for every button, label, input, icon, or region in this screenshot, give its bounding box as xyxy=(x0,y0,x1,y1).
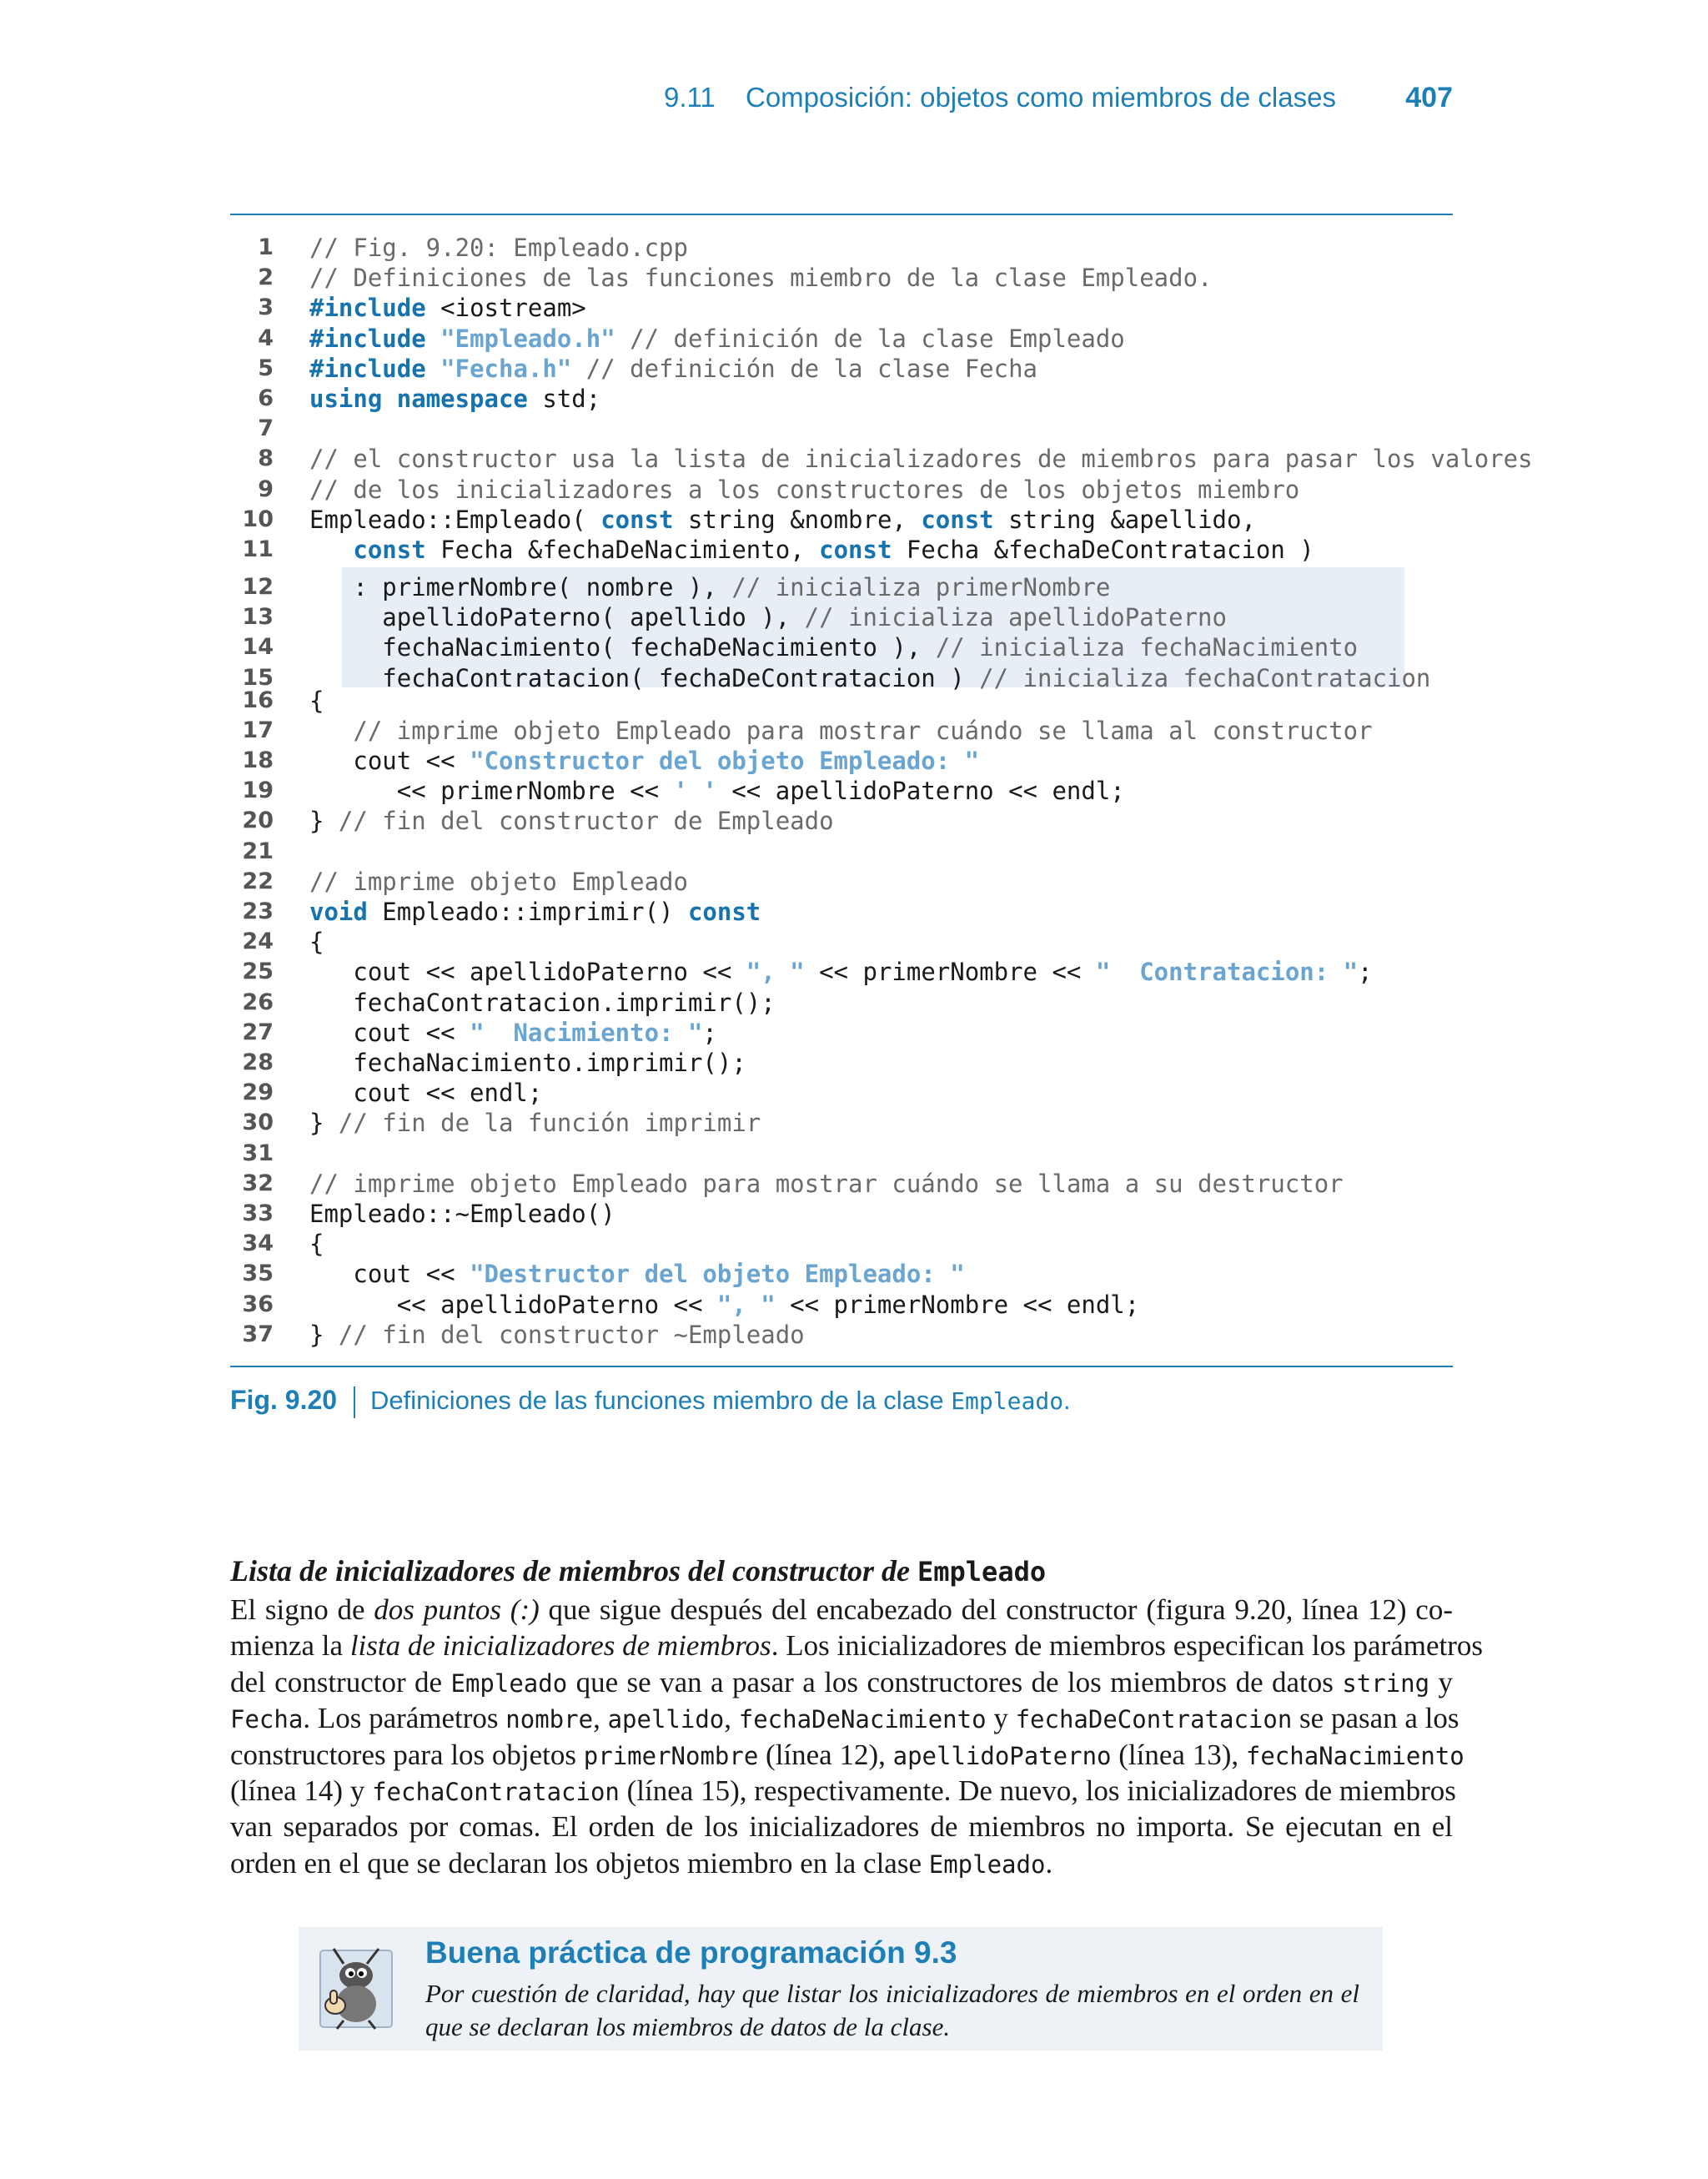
good-practice-tip xyxy=(299,1927,1383,2051)
code-text xyxy=(309,716,1373,746)
code-token: " Contratacion: " xyxy=(1095,958,1359,987)
text-run: se pasan a los xyxy=(1292,1702,1459,1735)
text-run: . Los inicializadores de miembros especifican los parámetros xyxy=(771,1629,1484,1663)
code-token: using namespace xyxy=(309,385,528,413)
text-run: mienza la xyxy=(230,1629,350,1663)
code-text xyxy=(309,1229,324,1259)
code-line xyxy=(230,686,1453,716)
inline-code: fechaNacimiento xyxy=(1245,1741,1464,1770)
code-token: cout << xyxy=(309,747,470,775)
inline-code: fechaDeContratacion xyxy=(1015,1705,1293,1734)
text-run: y xyxy=(1429,1665,1453,1698)
line-number: 22 xyxy=(242,868,274,894)
code-token: // imprime objeto Empleado xyxy=(309,867,688,896)
text-run: El signo de xyxy=(230,1593,374,1626)
line-number: 34 xyxy=(242,1230,274,1257)
tip-body: Por cuestión de claridad, hay que listar los inicializadores de miembros en el orden en el que se declaran los miembros de datos de la clase. xyxy=(425,1979,1359,2041)
bug-thumbs-up-icon xyxy=(319,1944,394,2032)
paragraph-line xyxy=(230,1592,1453,1628)
inline-code: Fecha xyxy=(230,1705,304,1734)
code-token: #include xyxy=(309,324,426,353)
code-text xyxy=(309,686,324,716)
line-number: 16 xyxy=(242,687,274,713)
code-text xyxy=(309,1108,761,1138)
code-token: ; xyxy=(1358,958,1373,987)
code-line xyxy=(230,867,1453,897)
code-text xyxy=(309,1290,1139,1320)
code-text xyxy=(309,324,1125,354)
emphasis: lista de inicializadores de miembros xyxy=(349,1629,771,1663)
code-line xyxy=(230,716,1453,746)
line-number: 23 xyxy=(242,898,274,924)
line-number: 6 xyxy=(258,385,274,411)
code-token: Empleado::Empleado( xyxy=(309,505,601,534)
code-token: // imprime objeto Empleado para mostrar cuándo se llama al constructor xyxy=(309,716,1373,745)
code-line xyxy=(230,572,1453,602)
code-line xyxy=(230,535,1453,565)
code-token: const xyxy=(819,536,892,564)
code-line xyxy=(230,1320,1453,1350)
code-token xyxy=(426,325,440,353)
text-run: (línea 12), xyxy=(758,1738,893,1771)
inline-code: Empleado xyxy=(450,1668,568,1698)
caption-divider xyxy=(354,1386,355,1418)
paragraph-line xyxy=(230,1845,1453,1883)
code-token: string &apellido, xyxy=(993,505,1256,534)
code-text xyxy=(309,505,1256,535)
code-token: "Constructor del objeto Empleado: " xyxy=(470,747,980,775)
code-token: Fecha &fechaDeContratacion ) xyxy=(892,536,1314,564)
code-token: { xyxy=(309,1230,324,1259)
line-number: 7 xyxy=(258,415,274,442)
text-run: que se van a pasar a los constructores de los miembros de datos xyxy=(567,1665,1343,1698)
code-line xyxy=(230,1259,1453,1289)
paragraph-line xyxy=(230,1700,1459,1738)
text-run: (línea 13), xyxy=(1111,1738,1246,1771)
code-text xyxy=(309,927,324,957)
listing-bottom-rule xyxy=(230,1366,1453,1367)
line-number: 32 xyxy=(242,1170,274,1196)
code-text xyxy=(309,444,1533,474)
code-token: fechaContratacion.imprimir(); xyxy=(309,988,776,1017)
line-number: 36 xyxy=(242,1291,274,1317)
code-line xyxy=(230,1048,1453,1078)
code-token: << apellidoPaterno << xyxy=(309,1290,717,1319)
code-line xyxy=(230,1108,1453,1138)
paragraph-line xyxy=(230,1664,1453,1702)
code-token: // fin de la función imprimir xyxy=(338,1109,761,1138)
code-token: string &nombre, xyxy=(673,505,922,534)
code-token: << primerNombre << endl; xyxy=(775,1290,1140,1319)
code-token: << apellidoPaterno << endl; xyxy=(716,777,1125,806)
code-token: " Nacimiento: " xyxy=(470,1018,703,1047)
code-token: // Definiciones de las funciones miembro de la clase Empleado. xyxy=(309,264,1213,293)
code-text xyxy=(309,957,1373,987)
heading-code: Empleado xyxy=(917,1556,1047,1588)
code-token: #include xyxy=(309,354,426,383)
emphasis: dos puntos (:) xyxy=(374,1593,540,1626)
inline-code: fechaDeNacimiento xyxy=(738,1705,987,1734)
code-text xyxy=(309,354,1037,384)
text-run: . Los parámetros xyxy=(303,1702,506,1735)
code-text xyxy=(309,1078,542,1108)
paragraph-line xyxy=(230,1628,1484,1663)
code-text xyxy=(309,988,776,1018)
text-run: , xyxy=(593,1702,608,1735)
listing-top-rule xyxy=(230,214,1453,215)
code-token: Empleado::imprimir() xyxy=(367,898,688,926)
section-title: Composición: objetos como miembros de clases xyxy=(746,82,1336,113)
line-number: 12 xyxy=(242,574,274,600)
code-token: cout << xyxy=(309,1018,470,1047)
line-number: 25 xyxy=(242,959,274,985)
code-text xyxy=(309,776,1125,806)
line-number: 33 xyxy=(242,1200,274,1226)
code-token: fechaContratacion( fechaDeContratacion ) xyxy=(309,663,980,692)
code-text xyxy=(309,1018,717,1048)
section-heading xyxy=(230,1553,1046,1588)
code-token: // inicializa apellidoPaterno xyxy=(804,603,1227,632)
code-text xyxy=(309,263,1213,293)
code-token: // definición de la clase Fecha xyxy=(571,354,1037,383)
code-text xyxy=(309,1320,805,1350)
code-token: Empleado::~Empleado() xyxy=(309,1200,615,1228)
caption-end: . xyxy=(1063,1386,1071,1415)
text-run: , xyxy=(724,1702,739,1735)
page-number: 407 xyxy=(1405,82,1453,113)
code-token: // el constructor usa la lista de inicializadores de miembros para pasar los valores xyxy=(309,445,1533,474)
text-run: . xyxy=(1045,1846,1053,1880)
code-token xyxy=(309,536,353,564)
inline-code: string xyxy=(1342,1668,1430,1698)
text-run: del constructor de xyxy=(230,1665,451,1698)
code-text xyxy=(309,475,1299,505)
line-number: 24 xyxy=(242,928,274,955)
code-token: // Fig. 9.20: Empleado.cpp xyxy=(309,234,688,262)
code-text xyxy=(309,293,586,323)
code-text xyxy=(309,233,688,263)
code-text xyxy=(309,1199,615,1229)
code-token: } xyxy=(309,1320,339,1349)
code-token: ", " xyxy=(746,958,805,987)
code-line xyxy=(230,927,1453,957)
code-line xyxy=(230,632,1453,662)
code-token: const xyxy=(921,505,994,534)
code-line xyxy=(230,746,1453,776)
section-number: 9.11 xyxy=(664,82,716,113)
code-token: ' ' xyxy=(673,777,717,806)
code-token: // inicializa fechaNacimiento xyxy=(935,633,1359,662)
line-number: 37 xyxy=(242,1321,274,1347)
code-token: } xyxy=(309,1109,339,1138)
code-text xyxy=(309,602,1227,632)
code-line xyxy=(230,806,1453,836)
code-token: // inicializa primerNombre xyxy=(731,573,1111,601)
code-line xyxy=(230,602,1453,632)
code-line xyxy=(230,1018,1453,1048)
code-text xyxy=(309,746,979,776)
code-text xyxy=(309,1169,1344,1199)
line-number: 3 xyxy=(258,294,274,321)
text-run: y xyxy=(986,1702,1016,1735)
code-line xyxy=(230,1199,1453,1229)
code-line xyxy=(230,324,1453,354)
code-token: << primerNombre << xyxy=(309,777,674,806)
running-head xyxy=(230,82,1453,117)
code-token: fechaNacimiento.imprimir(); xyxy=(309,1049,746,1077)
code-token: // imprime objeto Empleado para mostrar cuándo se llama a su destructor xyxy=(309,1169,1344,1198)
code-text xyxy=(309,897,761,927)
code-token: // fin del constructor de Empleado xyxy=(338,807,834,836)
code-token: <iostream> xyxy=(425,294,586,323)
code-token: cout << apellidoPaterno << xyxy=(309,958,746,987)
code-text xyxy=(309,1048,746,1078)
code-token: std; xyxy=(527,385,601,413)
line-number: 4 xyxy=(258,325,274,351)
text-run: van separados por comas. El orden de los inicializadores de miembros no importa. Se ejecutan en el xyxy=(230,1810,1453,1844)
line-number: 11 xyxy=(242,536,274,562)
code-line xyxy=(230,837,1453,867)
code-line xyxy=(230,293,1453,323)
line-number: 19 xyxy=(242,777,274,804)
code-text xyxy=(309,535,1314,565)
paragraph-line xyxy=(230,1737,1464,1774)
code-token: // fin del constructor ~Empleado xyxy=(338,1320,805,1349)
code-text xyxy=(309,632,1358,662)
figure-caption xyxy=(230,1385,1071,1422)
line-number: 15 xyxy=(242,664,274,691)
code-token: ; xyxy=(702,1018,717,1047)
line-number: 27 xyxy=(242,1019,274,1045)
code-line xyxy=(230,414,1453,444)
paragraph-line xyxy=(230,1809,1453,1844)
code-token xyxy=(426,355,440,383)
line-number: 9 xyxy=(258,476,274,502)
code-token: // inicializa fechaContratacion xyxy=(979,663,1431,692)
line-number: 1 xyxy=(258,234,274,260)
code-line xyxy=(230,475,1453,505)
text-run: (línea 14) y xyxy=(230,1774,373,1807)
tip-title: Buena práctica de programación 9.3 xyxy=(425,1935,957,1970)
code-token: const xyxy=(687,898,761,926)
line-number: 28 xyxy=(242,1049,274,1075)
code-token: "Empleado.h" xyxy=(440,324,615,353)
line-number: 18 xyxy=(242,747,274,773)
code-token: } xyxy=(309,807,339,836)
text-run: constructores para los objetos xyxy=(230,1738,584,1771)
code-token: // definición de la clase Empleado xyxy=(615,324,1125,353)
code-line xyxy=(230,384,1453,414)
code-line xyxy=(230,1078,1453,1108)
text-run: (línea 15), respectivamente. De nuevo, los inicializadores de miembros xyxy=(619,1774,1456,1807)
line-number: 30 xyxy=(242,1110,274,1136)
inline-code: Empleado xyxy=(928,1849,1046,1879)
code-token: { xyxy=(309,686,324,715)
code-text xyxy=(309,867,688,897)
inline-code: apellidoPaterno xyxy=(892,1741,1112,1770)
line-number: 31 xyxy=(242,1140,274,1166)
code-line xyxy=(230,1290,1453,1320)
code-token: << primerNombre << xyxy=(804,958,1096,987)
code-line xyxy=(230,263,1453,293)
code-line xyxy=(230,505,1453,535)
line-number: 2 xyxy=(258,264,274,291)
code-line xyxy=(230,1169,1453,1199)
code-token: { xyxy=(309,928,324,957)
code-token: void xyxy=(309,898,368,926)
line-number: 29 xyxy=(242,1079,274,1106)
code-line xyxy=(230,957,1453,987)
line-number: 20 xyxy=(242,808,274,834)
code-token: ", " xyxy=(716,1290,776,1319)
line-number: 21 xyxy=(242,838,274,864)
code-line xyxy=(230,776,1453,806)
line-number: 26 xyxy=(242,989,274,1015)
line-number: 13 xyxy=(242,604,274,631)
line-number: 5 xyxy=(258,355,274,381)
code-text xyxy=(309,1259,965,1289)
caption-text: Definiciones de las funciones miembro de la clase xyxy=(370,1386,952,1415)
code-token: : primerNombre( nombre ), xyxy=(309,573,732,601)
code-line xyxy=(230,988,1453,1018)
line-number: 14 xyxy=(242,634,274,661)
code-line xyxy=(230,444,1533,474)
line-number: 17 xyxy=(242,717,274,743)
code-line xyxy=(230,1139,1453,1169)
figure-label: Fig. 9.20 xyxy=(230,1385,338,1415)
code-token: "Destructor del objeto Empleado: " xyxy=(470,1260,965,1289)
inline-code: nombre xyxy=(505,1705,594,1734)
code-line xyxy=(230,354,1453,384)
line-number: 35 xyxy=(242,1261,274,1287)
caption-code: Empleado xyxy=(951,1387,1064,1415)
code-token: const xyxy=(353,536,426,564)
code-token: cout << xyxy=(309,1260,470,1289)
code-line xyxy=(230,233,1453,263)
code-text xyxy=(309,806,834,836)
inline-code: primerNombre xyxy=(583,1741,759,1770)
code-line xyxy=(230,897,1453,927)
text-run: que sigue después del encabezado del constructor (figura 9.20, línea 12) co- xyxy=(539,1593,1453,1626)
inline-code: apellido xyxy=(607,1705,725,1734)
text-run: orden en el que se declaran los objetos miembro en la clase xyxy=(230,1846,929,1880)
heading-text: Lista de inicializadores de miembros del constructor de xyxy=(230,1554,917,1588)
code-token: cout << endl; xyxy=(309,1079,543,1108)
code-text xyxy=(309,572,1110,602)
code-token: // de los inicializadores a los constructores de los objetos miembro xyxy=(309,475,1300,504)
code-token: #include xyxy=(309,294,426,323)
code-token: apellidoPaterno( apellido ), xyxy=(309,603,805,632)
line-number: 10 xyxy=(242,506,274,532)
inline-code: fechaContratacion xyxy=(372,1778,620,1806)
code-token: const xyxy=(600,505,674,534)
code-token: fechaNacimiento( fechaDeNacimiento ), xyxy=(309,633,936,662)
line-number: 8 xyxy=(258,445,274,472)
code-text xyxy=(309,384,600,414)
code-token: "Fecha.h" xyxy=(440,354,572,383)
paragraph-line xyxy=(230,1773,1456,1810)
code-line xyxy=(230,1229,1453,1259)
code-token: Fecha &fechaDeNacimiento, xyxy=(425,536,820,564)
